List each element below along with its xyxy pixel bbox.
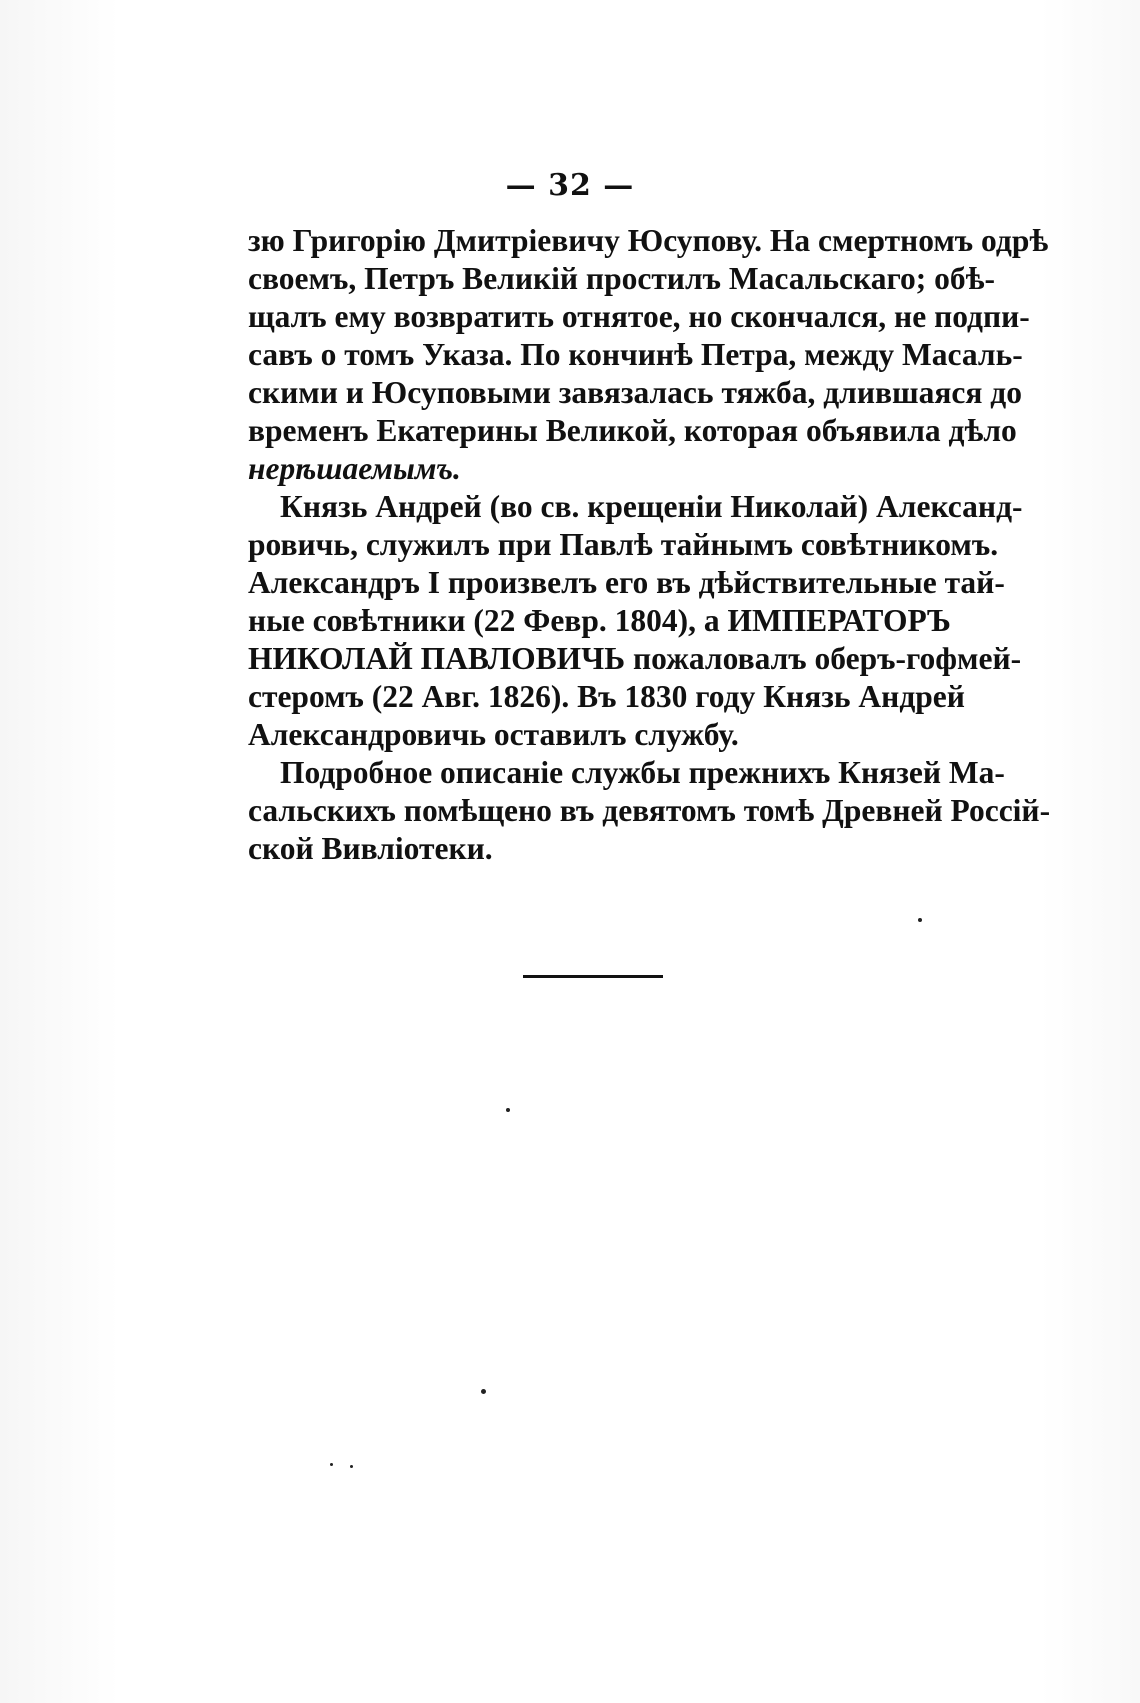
print-speck <box>350 1465 353 1468</box>
page-number: — 32 — <box>505 168 635 203</box>
text-line: ные совѣтники (22 Февр. 1804), а ИМПЕРАТОРЪ <box>248 603 951 638</box>
text-line: скими и Юсуповыми завязалась тяжба, длившаяся до <box>248 375 1022 410</box>
text-line: Александровичь оставилъ службу. <box>248 717 739 752</box>
text-line: Александръ I произвелъ его въ дѣйствительные тай- <box>248 565 1005 600</box>
body-text <box>248 222 1051 868</box>
print-speck <box>506 1108 510 1112</box>
text-line: временъ Екатерины Великой, которая объявила дѣло <box>248 413 1017 448</box>
print-speck <box>330 1463 333 1466</box>
paragraph-1 <box>248 222 1049 488</box>
text-line: сальскихъ помѣщено въ девятомъ томѣ Древней Россій- <box>248 793 1051 828</box>
text-line: НИКОЛАЙ ПАВЛОВИЧЬ пожаловалъ оберъ-гофмей- <box>248 641 1022 676</box>
text-line: своемъ, Петръ Великій простилъ Масальскаго; обѣ- <box>248 261 995 296</box>
text-line: ровичь, служилъ при Павлѣ тайнымъ совѣтникомъ. <box>248 527 999 562</box>
italic-term: нерѣшаемымъ. <box>248 451 461 486</box>
text-line: Подробное описаніе службы прежнихъ Князей Ма- <box>280 755 1005 790</box>
text-line-italic <box>248 450 940 488</box>
text-line: стеромъ (22 Авг. 1826). Въ 1830 году Князь Андрей <box>248 679 965 714</box>
text-line: ской Вивліотеки. <box>248 831 493 866</box>
print-speck <box>481 1389 486 1394</box>
paragraph-3 <box>248 754 1051 868</box>
text-line: Князь Андрей (во св. крещеніи Николай) Александ- <box>280 489 1023 524</box>
paragraph-2 <box>248 488 1023 754</box>
text-line: савъ о томъ Указа. По кончинѣ Петра, между Масаль- <box>248 337 1023 372</box>
section-divider <box>523 975 663 978</box>
text-line: зю Григорію Дмитріевичу Юсупову. На смертномъ одрѣ <box>248 223 1049 258</box>
text-line: щалъ ему возвратить отнятое, но скончался, не подпи- <box>248 299 1030 334</box>
print-speck <box>918 918 922 922</box>
